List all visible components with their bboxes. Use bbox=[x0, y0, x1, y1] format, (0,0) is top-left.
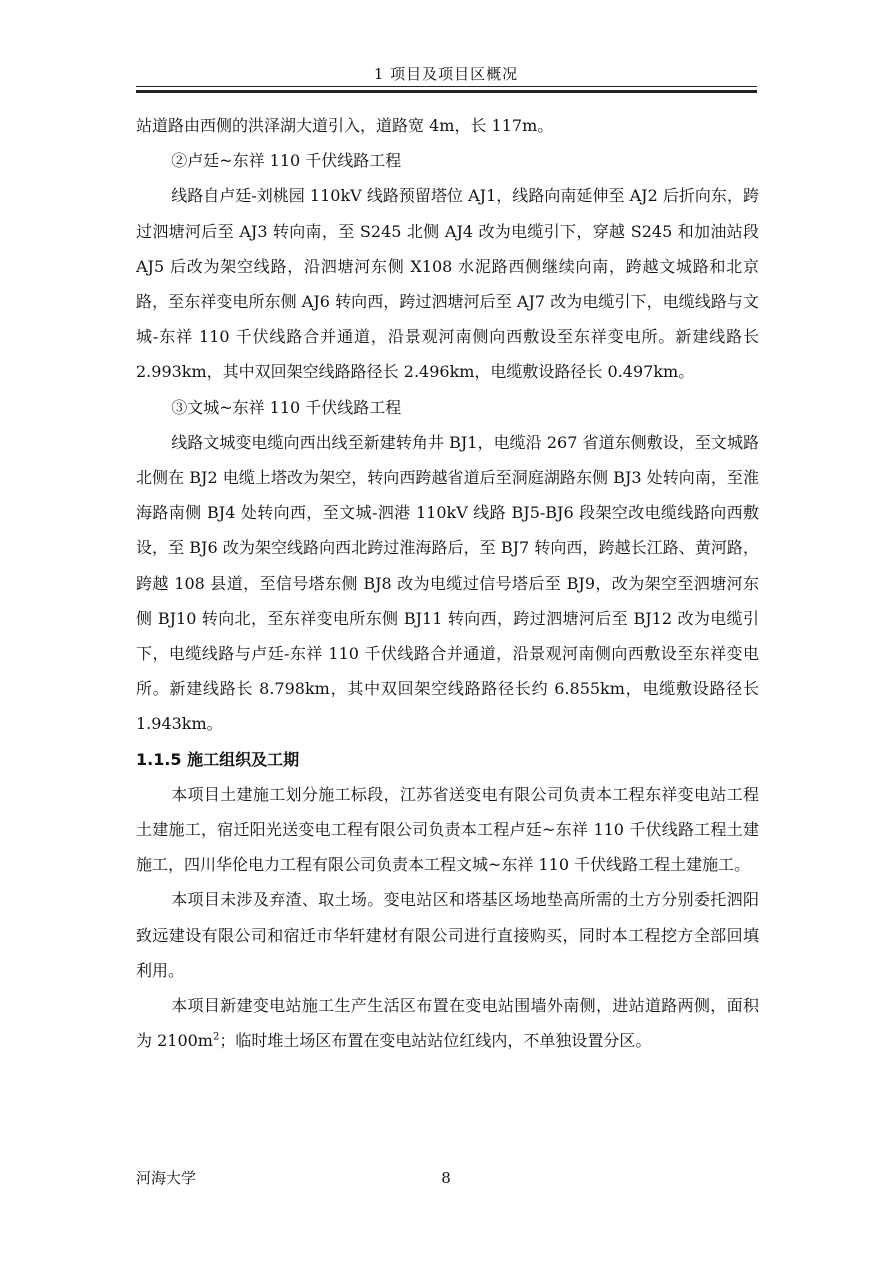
subheading-wencheng-dongxiang-line: ③文城~东祥 110 千伏线路工程 bbox=[171, 397, 402, 417]
paragraph-earthwork: 本项目未涉及弃渣、取土场。变电站区和塔基区场地垫高所需的土方分别委托泗阳致远建设有限公司和宿迁市华轩建材有限公司进行直接购买，同时本工程挖方全部回填利用。 bbox=[136, 890, 759, 980]
subheading-luting-dongxiang-line: ②卢廷~东祥 110 千伏线路工程 bbox=[171, 151, 402, 171]
paragraph-wencheng-route: 线路文城变电缆向西出线至新建转角井 BJ1，电缆沿 267 省道东侧敷设，至文城路北侧在 BJ2 电缆上塔改为架空，转向西跨越省道后至洞庭湖路东侧 BJ3 处转向南，至淮海路南侧 BJ4 处转向西，至文城-泗港 110kV 线路 BJ5-BJ6 段架空改电缆线路向西敷设，至 BJ6 改为架空线路向西北跨过淮海路后，至 BJ7 转向西，跨越长江路、黄河路，跨越 108 县道，至信号塔东侧 BJ8 改为电缆过信号塔后至 BJ9，改为架空至泗塘河东侧 BJ10 转向北，至东祥变电所东侧 BJ11 转向西，跨过泗塘河后至 BJ12 改为电缆引下，电缆线路与卢廷-东祥 110 千伏线路合并通道，沿景观河南侧向西敷设至东祥变电所。新建线路长 8.798km，其中双回架空线路路径长约 6.855km，电缆敷设路径长 1.943km。 bbox=[136, 432, 759, 734]
paragraph-luting-route: 线路自卢廷-刘桃园 110kV 线路预留塔位 AJ1，线路向南延伸至 AJ2 后折向东，跨过泗塘河后至 AJ3 转向南，至 S245 北侧 AJ4 改为电缆引下，穿越 S245 和加油站段 AJ5 后改为架空线路，沿泗塘河东侧 X108 水泥路西侧继续向南，跨越文城路和北京路，至东祥变电所东侧 AJ6 转向西，跨过泗塘河后至 AJ7 改为电缆引下，电缆线路与文城-东祥 110 千伏线路合并通道，沿景观河南侧向西敷设至东祥变电所。新建线路长 2.993km，其中双回架空线路路径长 2.496km，电缆敷设路径长 0.497km。 bbox=[136, 186, 759, 382]
footer-institution: 河海大学 bbox=[136, 1169, 197, 1187]
header-rule-thick bbox=[136, 90, 757, 93]
paragraph-construction-sections: 本项目土建施工划分施工标段，江苏省送变电有限公司负责本工程东祥变电站工程土建施工，宿迁阳光送变电工程有限公司负责本工程卢廷~东祥 110 千伏线路工程土建施工，四川华伦电力工程有限公司负责本工程文城~东祥 110 千伏线路工程土建施工。 bbox=[136, 784, 759, 875]
header-rule-thin bbox=[136, 86, 757, 87]
page-body bbox=[136, 108, 759, 1058]
section-heading-construction-organization: 1.1.5 施工组织及工期 bbox=[136, 749, 300, 769]
area-text-after: ；临时堆土场区布置在变电站站位红线内，不单独设置分区。 bbox=[219, 1031, 652, 1051]
area-text-before: 本项目新建变电站施工生产生活区布置在变电站围墙外南侧，进站道路两侧，面积为 2100m bbox=[136, 996, 759, 1051]
paragraph-construction-area bbox=[136, 988, 759, 1058]
area-unit-superscript: 2 bbox=[212, 1031, 220, 1043]
page-number: 8 bbox=[441, 1169, 451, 1187]
running-header-title: 1 项目及项目区概况 bbox=[373, 65, 519, 83]
paragraph-continued: 站道路由西侧的洪泽湖大道引入，道路宽 4m，长 117m。 bbox=[136, 116, 554, 135]
